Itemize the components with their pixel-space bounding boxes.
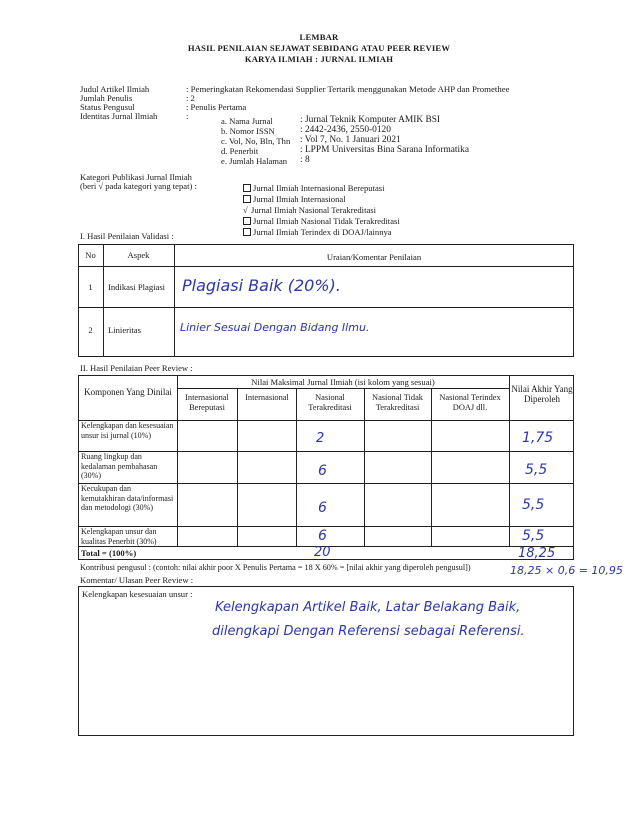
peer-row-4-komponen: Kelengkapan unsur dan kualitas Penerbit (30%) (81, 527, 157, 546)
category-option-label: Jurnal Ilmiah Nasional Tidak Terakreditasi (253, 216, 400, 226)
peer-col-akhir: Nilai Akhir Yang Diperoleh (511, 384, 573, 404)
journal-label-penerbit: d. Penerbit (221, 146, 259, 156)
validation-row-1-aspek: Indikasi Plagiasi (108, 282, 166, 292)
peer-subcol-intl-bereputasi: Internasional Bereputasi (185, 393, 229, 412)
category-option-3[interactable] (243, 205, 376, 215)
validation-col-aspek: Aspek (127, 250, 150, 260)
checkbox-icon[interactable] (243, 184, 251, 192)
validation-row-2-no: 2 (88, 325, 93, 335)
label-jumlah-penulis: Jumlah Penulis (80, 93, 133, 103)
peer-row-2-komponen: Ruang lingkup dan kedalaman pembahasan (30%) (81, 452, 158, 480)
peer-row-3-nasional: 6 (318, 500, 327, 516)
journal-value-halaman: : 8 (300, 155, 310, 165)
kontribusi-value: 18,25 × 0,6 = 10,95 (510, 564, 623, 577)
checkbox-icon[interactable] (243, 195, 251, 203)
doc-title-line3: KARYA ILMIAH : JURNAL ILMIAH (244, 54, 394, 64)
value-jumlah-penulis: : 2 (186, 93, 195, 103)
validation-row-1-no: 1 (88, 282, 93, 292)
peer-row-1-nasional: 2 (316, 431, 325, 446)
journal-label-vol: c. Vol, No, Bln, Thn (221, 136, 291, 146)
peer-row-4-akhir: 5,5 (522, 528, 545, 544)
value-identitas: : (186, 111, 189, 121)
journal-label-nama: a. Nama Jurnal (221, 116, 273, 126)
peer-total-label: Total = (100%) (81, 548, 137, 558)
category-instruction: (beri √ pada kategori yang tepat) : (80, 181, 197, 191)
validation-col-no: No (85, 250, 96, 260)
kontribusi-text: Kontribusi pengusul : (contoh: nilai akhir poor X Penulis Pertama = 18 X 60% = [nilai akhir yang diperoleh pengusul]) (80, 563, 471, 572)
peer-row-1-akhir: 1,75 (522, 430, 554, 446)
peer-subcol-intl: Internasional (245, 393, 289, 402)
comments-title: Komentar/ Ulasan Peer Review : (80, 575, 194, 585)
value-status: : Penulis Pertama (186, 102, 247, 112)
peer-section-title: II. Hasil Penilaian Peer Review : (80, 363, 193, 373)
validation-row-2-aspek: Linieritas (108, 325, 141, 335)
category-option-1[interactable] (243, 183, 385, 193)
doc-title-line1: LEMBAR (299, 32, 339, 42)
validation-row-1-comment: Plagiasi Baik (20%). (182, 276, 341, 295)
comments-row-label: Kelengkapan kesesuaian unsur : (82, 589, 193, 599)
journal-value-vol: : Vol 7, No. 1 Januari 2021 (300, 135, 401, 145)
category-option-4[interactable] (243, 216, 400, 226)
label-status: Status Pengusul (80, 102, 135, 112)
peer-row-3-komponen: Kecukupan dan kemutakhiran data/informasi dan metodologi (30%) (81, 484, 174, 512)
peer-row-4-nasional: 6 (318, 528, 327, 544)
comments-text-line1: Kelengkapan Artikel Baik, Latar Belakang Baik, (215, 600, 521, 615)
value-judul: : Pemeringkatan Rekomendasi Supplier Tertarik menggunakan Metode AHP dan Promethee (186, 84, 510, 94)
checkmark-icon[interactable]: √ (243, 205, 248, 215)
journal-label-issn: b. Nomor ISSN (221, 126, 275, 136)
peer-total-nasional: 20 (314, 545, 331, 560)
checkbox-icon[interactable] (243, 217, 251, 225)
journal-value-penerbit: : LPPM Universitas Bina Sarana Informatika (300, 145, 469, 155)
peer-subcol-nas-tidak: Nasional Tidak Terakreditasi (372, 393, 423, 412)
peer-subcol-nas-akreditasi: Nasional Terakreditasi (308, 393, 352, 412)
category-option-label: Jurnal Ilmiah Internasional Bereputasi (253, 183, 385, 193)
journal-value-issn: : 2442-2436, 2550-0120 (300, 125, 391, 135)
doc-title-line2: HASIL PENILAIAN SEJAWAT SEBIDANG ATAU PEER REVIEW (187, 43, 451, 53)
category-label: Kategori Publikasi Jurnal Ilmiah (80, 172, 192, 182)
validation-row-2-comment: Linier Sesuai Dengan Bidang Ilmu. (180, 321, 370, 334)
checkbox-icon[interactable] (243, 228, 251, 236)
category-option-label: Jurnal Ilmiah Internasional (253, 194, 346, 204)
category-option-label: Jurnal Ilmiah Terindex di DOAJ/lainnya (253, 227, 392, 237)
category-option-2[interactable] (243, 194, 346, 204)
peer-row-1-komponen: Kelengkapan dan kesesuaian unsur isi jurnal (10%) (81, 421, 174, 440)
validation-col-uraian: Uraian/Komentar Penilaian (326, 252, 422, 262)
journal-value-nama: : Jurnal Teknik Komputer AMIK BSI (300, 115, 441, 125)
peer-subcol-doaj: Nasional Terindex DOAJ dll. (439, 393, 501, 412)
peer-row-3-akhir: 5,5 (522, 497, 545, 513)
peer-row-2-akhir: 5,5 (525, 462, 548, 478)
label-identitas: Identitas Jurnal Ilmiah (80, 111, 158, 121)
comments-text-line2: dilengkapi Dengan Referensi sebagai Referensi. (212, 624, 525, 639)
label-judul: Judul Artikel Ilmiah (80, 84, 150, 94)
peer-col-komponen: Komponen Yang Dinilai (84, 387, 172, 397)
journal-label-halaman: e. Jumlah Halaman (221, 156, 288, 166)
validation-section-title: I. Hasil Penilaian Validasi : (80, 231, 174, 241)
category-option-label: Jurnal Ilmiah Nasional Terakreditasi (251, 205, 377, 215)
category-option-5[interactable] (243, 227, 392, 237)
peer-row-2-nasional: 6 (318, 463, 327, 479)
peer-col-group: Nilai Maksimal Jurnal Ilmiah (isi kolom yang sesuai) (251, 377, 435, 387)
peer-total-akhir: 18,25 (518, 546, 556, 561)
